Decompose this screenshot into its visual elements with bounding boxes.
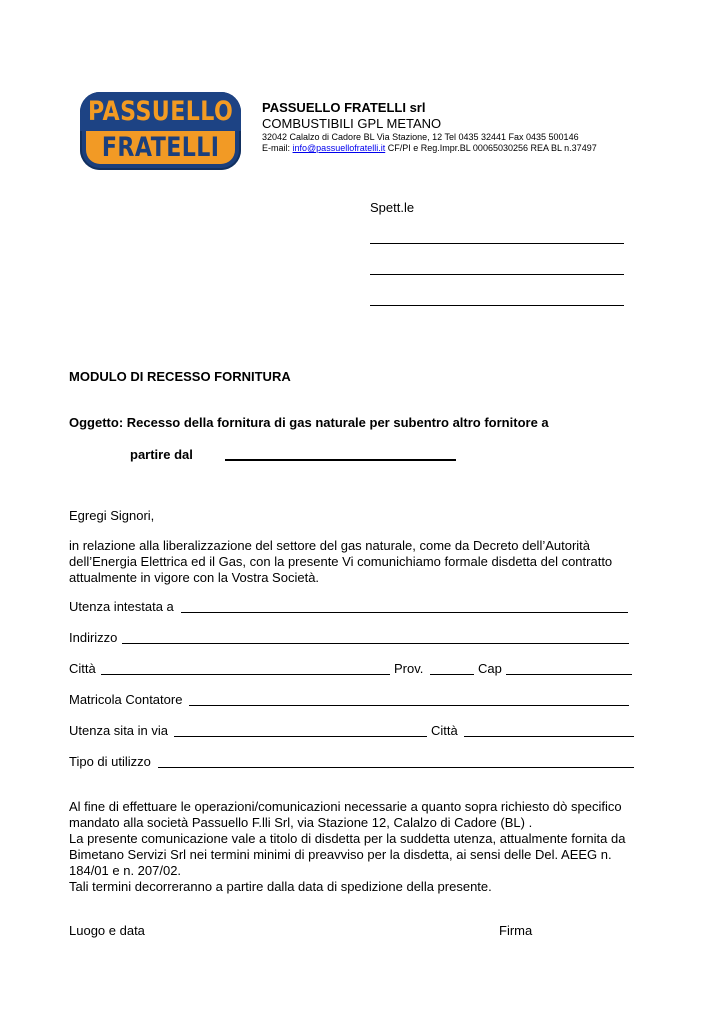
subject-line-1: Oggetto: Recesso della fornitura di gas naturale per subentro altro fornitore a — [69, 415, 549, 430]
intro-paragraph — [69, 538, 612, 586]
company-subtitle: COMBUSTIBILI GPL METANO — [262, 116, 442, 131]
indirizzo-label: Indirizzo — [69, 630, 118, 645]
place-date-label: Luogo e data — [69, 923, 145, 938]
intro-line: dell’Energia Elettrica ed il Gas, con la presente Vi comunichiamo formale disdetta del contratto — [69, 554, 613, 569]
recipient-line-3[interactable] — [370, 305, 624, 306]
logo-top — [80, 92, 241, 131]
citta-label: Città — [69, 661, 96, 676]
email-link[interactable]: info@passuellofratelli.it — [292, 143, 386, 153]
company-name: PASSUELLO FRATELLI srl — [262, 100, 426, 115]
utenza-intestata-label: Utenza intestata a — [69, 599, 174, 614]
citta2-label: Città — [431, 723, 458, 738]
tipo-utilizzo-field[interactable] — [158, 767, 634, 768]
prov-label: Prov. — [394, 661, 424, 676]
logo-top-text: PASSUELLO — [87, 96, 234, 127]
utenza-sita-field[interactable] — [174, 736, 427, 737]
closing-line: 184/01 e n. 207/02. — [69, 863, 182, 878]
company-address: 32042 Calalzo di Cadore BL Via Stazione, 12 Tel 0435 32441 Fax 0435 500146 — [262, 132, 579, 142]
company-registry: CF/PI e Reg.Impr.BL 00065030256 REA BL n.37497 — [387, 143, 597, 153]
closing-line: Tali termini decorreranno a partire dalla data di spedizione della presente. — [69, 879, 492, 894]
closing-line: mandato alla società Passuello F.lli Srl, via Stazione 12, Calalzo di Cadore (BL) . — [69, 815, 533, 830]
subject-line-2: partire dal — [130, 447, 193, 462]
email-label: E-mail: — [262, 143, 291, 153]
closing-line: La presente comunicazione vale a titolo di disdetta per la suddetta utenza, attualmente fornita da — [69, 831, 626, 846]
tipo-utilizzo-label: Tipo di utilizzo — [69, 754, 151, 769]
cap-label: Cap — [478, 661, 502, 676]
company-contact — [262, 143, 597, 153]
start-date-field[interactable] — [225, 459, 456, 461]
form-title: MODULO DI RECESSO FORNITURA — [69, 369, 291, 384]
recipient-label: Spett.le — [370, 200, 415, 215]
intro-line: attualmente in vigore con la Vostra Società. — [69, 570, 320, 585]
company-logo — [80, 92, 241, 170]
signature-label: Firma — [499, 923, 533, 938]
utenza-sita-label: Utenza sita in via — [69, 723, 168, 738]
recipient-line-2[interactable] — [370, 274, 624, 275]
logo-bottom — [86, 131, 235, 164]
matricola-field[interactable] — [189, 705, 629, 706]
intro-line: in relazione alla liberalizzazione del settore del gas naturale, come da Decreto dell’Autorità — [69, 538, 591, 553]
closing-paragraph — [69, 799, 625, 895]
logo-bottom-text: FRATELLI — [101, 132, 220, 163]
utenza-intestata-field[interactable] — [181, 612, 628, 613]
cap-field[interactable] — [506, 674, 632, 675]
matricola-label: Matricola Contatore — [69, 692, 183, 707]
citta2-field[interactable] — [464, 736, 634, 737]
recipient-line-1[interactable] — [370, 243, 624, 244]
closing-line: Bimetano Servizi Srl nei termini minimi di preavviso per la disdetta, ai sensi delle Del. AEEG n. — [69, 847, 612, 862]
closing-line: Al fine di effettuare le operazioni/comunicazioni necessarie a quanto sopra richiesto dò specifico — [69, 799, 622, 814]
prov-field[interactable] — [430, 674, 474, 675]
indirizzo-field[interactable] — [122, 643, 629, 644]
citta-field[interactable] — [101, 674, 390, 675]
greeting: Egregi Signori, — [69, 508, 155, 523]
